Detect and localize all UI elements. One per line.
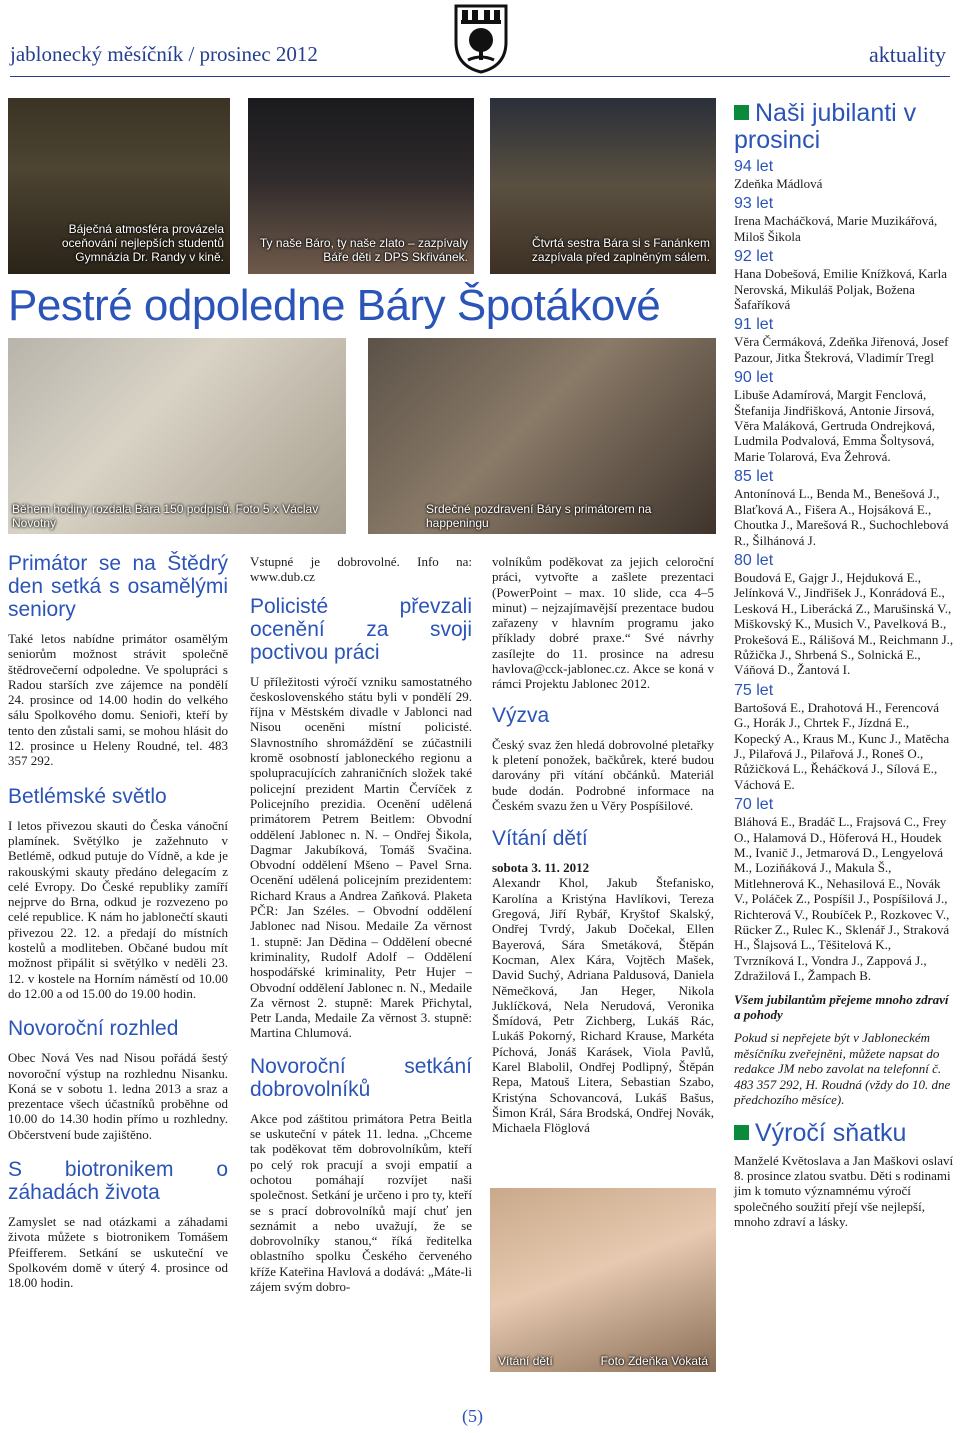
jubilee-names: Boudová E, Gajgr J., Hejduková E., Jelínková V., Jindřišek J., Konrádová E., Lesková H., Liberácká Z., Marušinská V., Miškovský K., Musich V., Pavelková B., Prokešová E., Rálišová M., Reichmann J., Růžička J., Shrbená S., Solnická E., Váňová D., Žantová I. (734, 569, 954, 678)
photo-credit: Foto Zdeňka Vokatá (600, 1354, 708, 1368)
column-1 (8, 552, 228, 1291)
article-text-rozhled: Obec Nová Ves nad Nisou pořádá šestý novoroční výstup na rozhlednu Nisanku. Koná se v sobotu 1. ledna 2013 a sraz a prezentace všech účastníků proběhne od 10.00 do 14.30 hodin přímo u rozhledny. Občerstvení bude zajištěno. (8, 1050, 228, 1142)
jubilee-age: 91 let (734, 316, 774, 334)
jubilee-names: Hana Dobešová, Emilie Knížková, Karla Nerovská, Mikuláš Poljak, Božena Šafaříková (734, 266, 947, 313)
anniversary-text: Manželé Květoslava a Jan Maškovi oslaví 8. prosince zlatou svatbu. Děti s rodinami jim k tomuto významnému výročí společného soužití přejí vše nejlepší, mnoho zdraví a lásky. (734, 1152, 954, 1230)
article-title-vyzva: Výzva (492, 703, 550, 727)
header-rule (10, 76, 950, 77)
event-info: Vstupné je dobrovolné. Info na: www.dub.cz (250, 554, 472, 585)
article-title-vitani: Vítání dětí (492, 827, 588, 851)
jubilee-age: 75 let (734, 681, 774, 699)
article-text-dobrovolnici: Akce pod záštitou primátora Petra Beitla se uskuteční v pátek 11. ledna. „Chceme tak poděkovat těm dobrovolníkům, kteří po celý rok pracují a svoji empatií a ochotou pomáhají rozvíjet naši společnost. Setkání je určeno i pro ty, kteří se s prací dobrovolníků mají chuť jen seznámit a nebo uvažují, že se dobrovolníky stanou,“ říká ředitelka oblastního spolku Českého červeného kříže Kateřina Havlová a dodává: „Máte-li zájem svým dobro- (250, 1110, 472, 1294)
jubilee-names: Zdeňka Mádlová (734, 176, 823, 191)
photo-caption: Vítání dětí (498, 1354, 553, 1368)
article-title-policiste: Policisté převzali ocenění za svoji poctivou práci (250, 594, 472, 664)
jubilee-names: Irena Macháčková, Marie Muzikářová, Miloš Šikola (734, 213, 938, 244)
column-2 (250, 554, 472, 1294)
article-title-rozhled: Novoroční rozhled (8, 1017, 179, 1041)
photo-caption (12, 502, 346, 530)
photo-children-choir (248, 98, 474, 274)
article-title-primator: Primátor se na Štědrý den setká s osamělými seniory (8, 552, 228, 621)
article-text-vyzva: Český svaz žen hledá dobrovolné pletařky k pletení ponožek, bačkůrek, které budou darovány při vítání občánků. Materiál bude dodán. Podrobné informace na Českém svazu žen u Věry Pospíšilové. (492, 736, 714, 813)
caption-text: Během hodiny rozdala Bára 150 podpisů. (12, 502, 233, 516)
photo-handshake-mayor (368, 338, 716, 534)
jubilanti-sidebar (734, 100, 954, 1230)
jubilee-age: 92 let (734, 248, 774, 266)
article-text-vitani: Alexandr Khol, Jakub Štefanisko, Karolína a Kristýna Havlíkovi, Tereza Gregová, Jiří Rybář, Kryštof Skalský, Ondřej Tvrdý, Jakub Dočekal, Ellen Bayerová, Sára Smetáková, Štěpán Kocman, Alex Kára, Vojtěch Mašek, David Suchý, Adriana Paldusová, Daniela Němečková, Jan Heger, Nikola Juklíčková, Nela Nerudová, Veronika Šmídová, Petr Zichberg, Lukáš Rác, Lukáš Pokorný, Richard Krause, Markéta Píchová, Jonáš Karásek, Viola Pavlů, Karel Blabolil, Ondřej Podlipný, Štěpán Repa, Matouš Litera, Sebastian Szabo, Kristýna Schovancová, Lukáš Bašus, Šimon Král, Sára Brodská, Ondřej Novák, Michaela Flöglová (492, 875, 714, 1136)
column-3 (492, 554, 714, 1136)
jubilee-names: Libuše Adamírová, Margit Fenclová, Štefanija Jindřišková, Antonie Jirsová, Věra Maláková, Gertruda Ondrejková, Ludmila Podvalová, Emma Šoltysová, Marie Tolarová, Eva Žehrová. (734, 387, 936, 464)
jubilee-age: 94 let (734, 158, 774, 175)
jubilanti-list (734, 158, 954, 984)
article-title-biotronik: S biotronikem o záhadách života (8, 1158, 228, 1205)
article-text-policiste: U příležitosti výročí vzniku samostatného československého státu byli v pondělí 29. října v Městském divadle v Jablonci nad Nisou oceněni místní policisté. Slavnostního shromáždění se zúčastnili kromě osobností jabloneckého regionu a spolupracujících zahraničních složek také policejní prezident Martin Červíček z Policejního prezidia. Ocenění udělená primátorem Petrem Beitlem: Obvodní oddělení Jablonec n. N. – Ondřej Šikola, Dagmar Jakubíková, Tomáš Svačina. Obvodní oddělení Mšeno – Pavel Srna. Ocenění udělená policejním prezidentem: Richard Kraus a Andrea Zaňková. Plaketa PČR: Jan Széles. – Obvodní oddělení Jablonec nad Nisou. Medaile Za věrnost 1. stupně: Jan Dědina – Oddělení obecné kriminality, Rudolf Adolf – Oddělení hospodářské kriminality, Petr Hujer – Obvodní oddělení Jablonec n. N., Medaile Za věrnost 2. stupně: Marek Přichytal, Petr Landa, Medaile Za věrnost 3. stupně: Martina Chlumová. (250, 673, 472, 1041)
photo-autograph-signing (8, 338, 346, 534)
green-square-bullet-icon (734, 105, 749, 120)
publication-title: jablonecký měsíčník / prosinec 2012 (10, 42, 318, 66)
jubilee-names: Bláhová E., Bradáč L., Frajsová C., Frey O., Halamová D., Höferová H., Houdek M., Ivanič J., Jetmarová D., Lengyelová M., Loziňáková J., Makula Š., Mitlehnerová K., Nehasilová E., Novák V., Poláček Z., Pospíšil J., Pospíšilová J., Richterová V., Roubíček P., Rozkovec V., Rücker Z., Rulec K., Sklenář J., Straková H., Šlajsová L., Těšitelová K., Tvrzníková I., Vondra J., Zappová J., Zdražilová I., Žampach B. (734, 814, 950, 984)
article-title-dobrovolnici: Novoroční setkání dobrovolníků (250, 1054, 472, 1101)
article-title-betlem: Betlémské světlo (8, 784, 167, 808)
photo-family-baby (490, 1188, 716, 1372)
jubilanti-wish: Všem jubilantům přejeme mnoho zdraví a pohody (734, 991, 949, 1023)
photo-caption: Srdečné pozdravení Báry s primátorem na happeningu (426, 502, 652, 530)
photo-caption: Ty naše Báro, ty naše zlato – zazpívaly Báře děti z DPS Skřivánek. (259, 236, 468, 264)
jubilanti-note: Pokud si nepřejete být v Jabloneckém měsíčníku zveřejněni, můžete napsat do redakce JM nebo zavolat na telefonní č. 483 357 292, H. Roudná (vždy do 10. dne předchozího měsíce). (734, 1030, 951, 1108)
article-text-primator: Také letos nabídne primátor osamělým seniorům možnost strávit společně štědrovečerní odpoledne. Ve spolupráci s Radou starších zve zájemce na pondělí 24. prosince od 14.00 hodin do velkého sálu Spolkového domu. Senioři, kteří by tento den zůstali sami, se mohou hlásit do 12. prosince u Heleny Roudné, tel. 483 357 292. (8, 631, 228, 769)
jubilanti-title: Naši jubilanti v prosinci (734, 99, 917, 154)
photo-caption: Báječná atmosféra provázela oceňování nejlepších studentů Gymnázia Dr. Randy v kině. (61, 222, 224, 264)
vitani-date: sobota 3. 11. 2012 (492, 860, 590, 876)
jubilee-age: 90 let (734, 369, 774, 387)
jubilee-names: Bartošová E., Drahotová H., Ferencová G., Horák J., Chrtek F., Jízdná E., Kopecký A., Kraus M., Kunc J., Matěcha J., Pilařová J., Pilařová J., Roneš O., Růžičková L., Řeháčková J., Sílová E., Váchová E. (734, 699, 950, 792)
page-number: (5) (462, 1406, 483, 1426)
jubilee-age: 70 let (734, 796, 774, 814)
article-text-betlem: I letos přivezou skauti do Česka vánoční plamínek. Světýlko je zažehnuto v Betlémě, odkud putuje do Vídně, a kde je rakouskými skauty předáno delegacím z celé Evropy. Do České republiky zamíří nejprve do Brna, odkud je rozvezeno po celé republice. K nám ho jablonečtí skauti přivezou 22. 12. a předají do místních kostelů a modliteben. Občané budou mít možnost připálit si světýlko v neděli 23. 12. v kostele na Horním náměstí od 10.00 do 12.00 a od 15.00 do 19.00 hodin. (8, 817, 228, 1001)
jubilee-age: 85 let (734, 468, 774, 486)
green-square-bullet-icon (734, 1125, 749, 1140)
city-crest-logo (452, 2, 510, 74)
jubilee-age: 80 let (734, 551, 774, 569)
photo-concert (490, 98, 716, 274)
article-text-biotronik: Zamyslet se nad otázkami a záhadami života můžete s biotronikem Tomášem Pfeifferem. Setkání se uskuteční ve Spolkovém domě v úterý 4. prosince od 18.00 hodin. (8, 1214, 228, 1291)
photo-caption: Čtvrtá sestra Bára si s Fanánkem zazpívala před zaplněným sálem. (531, 236, 710, 264)
jubilee-names: Věra Čermáková, Zdeňka Jiřenová, Josef Pazour, Jitka Štekrová, Vladimír Tregl (734, 334, 949, 365)
photo-credit: Foto 5 x Václav Novotný (12, 502, 319, 530)
jubilee-names: Antonínová L., Benda M., Benešová J., Blaťková A., Fišera A., Hojsáková E., Choutka J., Marešová R., Suchochlebová R., Šilhánová J. (734, 486, 949, 548)
anniversary-title: Výročí sňatku (734, 1120, 954, 1147)
photo-gymnazium-ceremony (8, 98, 230, 274)
article-text-dobrovolnici-cont: volníkům poděkovat za jejich celoroční práci, vytvořte a zašlete prezentaci (PowerPoint – max. 10 slide, cca 4–5 minut) – nejzajímavější prezentace budou zařazeny v hlavním programu jako příklady dobré praxe.“ Své návrhy zasílejte do 11. prosince na adresu havlova@cck-jablonec.cz. Akce se koná v rámci Projektu Jablonec 2012. (492, 554, 714, 692)
section-title: aktuality (869, 42, 946, 67)
jubilee-age: 93 let (734, 195, 774, 213)
main-article-title: Pestré odpoledne Báry Špotákové (8, 281, 661, 330)
